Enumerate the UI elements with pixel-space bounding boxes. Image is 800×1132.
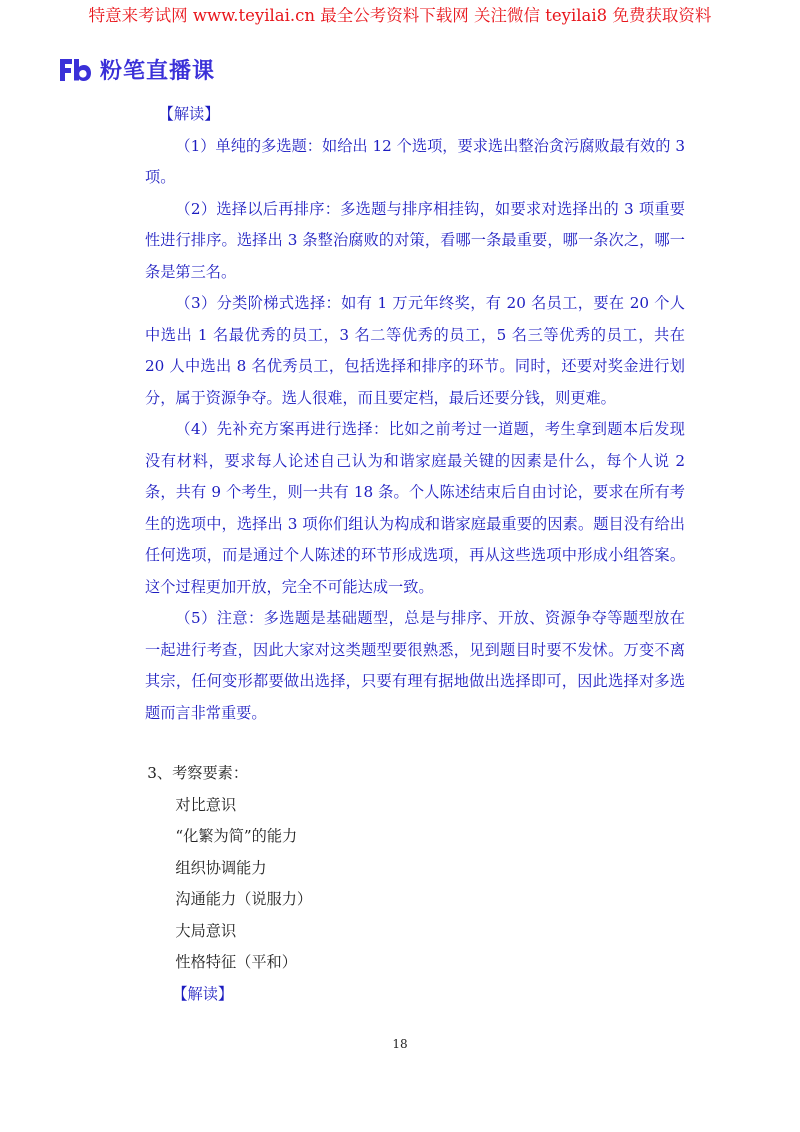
list-item: 对比意识: [175, 795, 237, 814]
document-body: [145, 99, 685, 1010]
list-item: “化繁为简”的能力: [175, 827, 298, 845]
paragraph-2: （2）选择以后再排序：多选题与排序相挂钩，如要求对选择出的 3 项重要性进行排序。选择出 3 条整治腐败的对策，看哪一条最重要，哪一条次之，哪一条是第三名。: [145, 199, 685, 281]
list-item: 性格特征（平和）: [175, 953, 297, 971]
list-item: 大局意识: [175, 921, 237, 940]
list-item: 沟通能力（说服力）: [175, 890, 313, 908]
brand-logo: [58, 54, 215, 85]
list-item: 组织协调能力: [175, 858, 267, 877]
brand-name: 粉笔直播课: [100, 59, 216, 84]
paragraph-5: （5）注意：多选题是基础题型，总是与排序、开放、资源争夺等题型放在一起进行考查，因此大家对这类题型要很熟悉，见到题目时要不发怵。万变不离其宗，任何变形都要做出选择，只要有理有据地做出选择即可，因此选择对多选题而言非常重要。: [145, 609, 685, 722]
paragraph-4: （4）先补充方案再进行选择：比如之前考过一道题，考生拿到题本后发现没有材料，要求每人论述自己认为和谐家庭最关键的因素是什么，每个人说 2 条，共有 9 个考生，则一共有 18 条。个人陈述结束后自由讨论，要求在所有考生的选项中，选择出 3 项你们组认为构成和谐家庭最重要的因素。题目没有给出任何选项，而是通过个人陈述的环节形成选项，再从这些选项中形成小组答案。这个过程更加开放，完全不可能达成一致。: [145, 420, 685, 596]
fb-logo-icon: [58, 56, 92, 83]
paragraph-3: （3）分类阶梯式选择：如有 1 万元年终奖，有 20 名员工，要在 20 个人中选出 1 名最优秀的员工，3 名二等优秀的员工，5 名三等优秀的员工，共在 20 人中选出 8 名优秀员工，包括选择和排序的环节。同时，还要对奖金进行划分，属于资源争夺。选人很难，而且要定档，最后还要分钱，则更难。: [145, 294, 685, 407]
page-number: 18: [392, 1037, 408, 1051]
section-heading-interpretation-2: 【解读】: [172, 984, 234, 1003]
section-3-title: 3、考察要素：: [147, 764, 249, 782]
paragraph-1: （1）单纯的多选题：如给出 12 个选项，要求选出整治贪污腐败最有效的 3 项。: [145, 136, 685, 186]
site-banner: 特意来考试网 www.teyilai.cn 最全公考资料下载网 关注微信 teyilai8 免费获取资料: [88, 6, 712, 25]
section-heading-interpretation: 【解读】: [158, 105, 220, 123]
